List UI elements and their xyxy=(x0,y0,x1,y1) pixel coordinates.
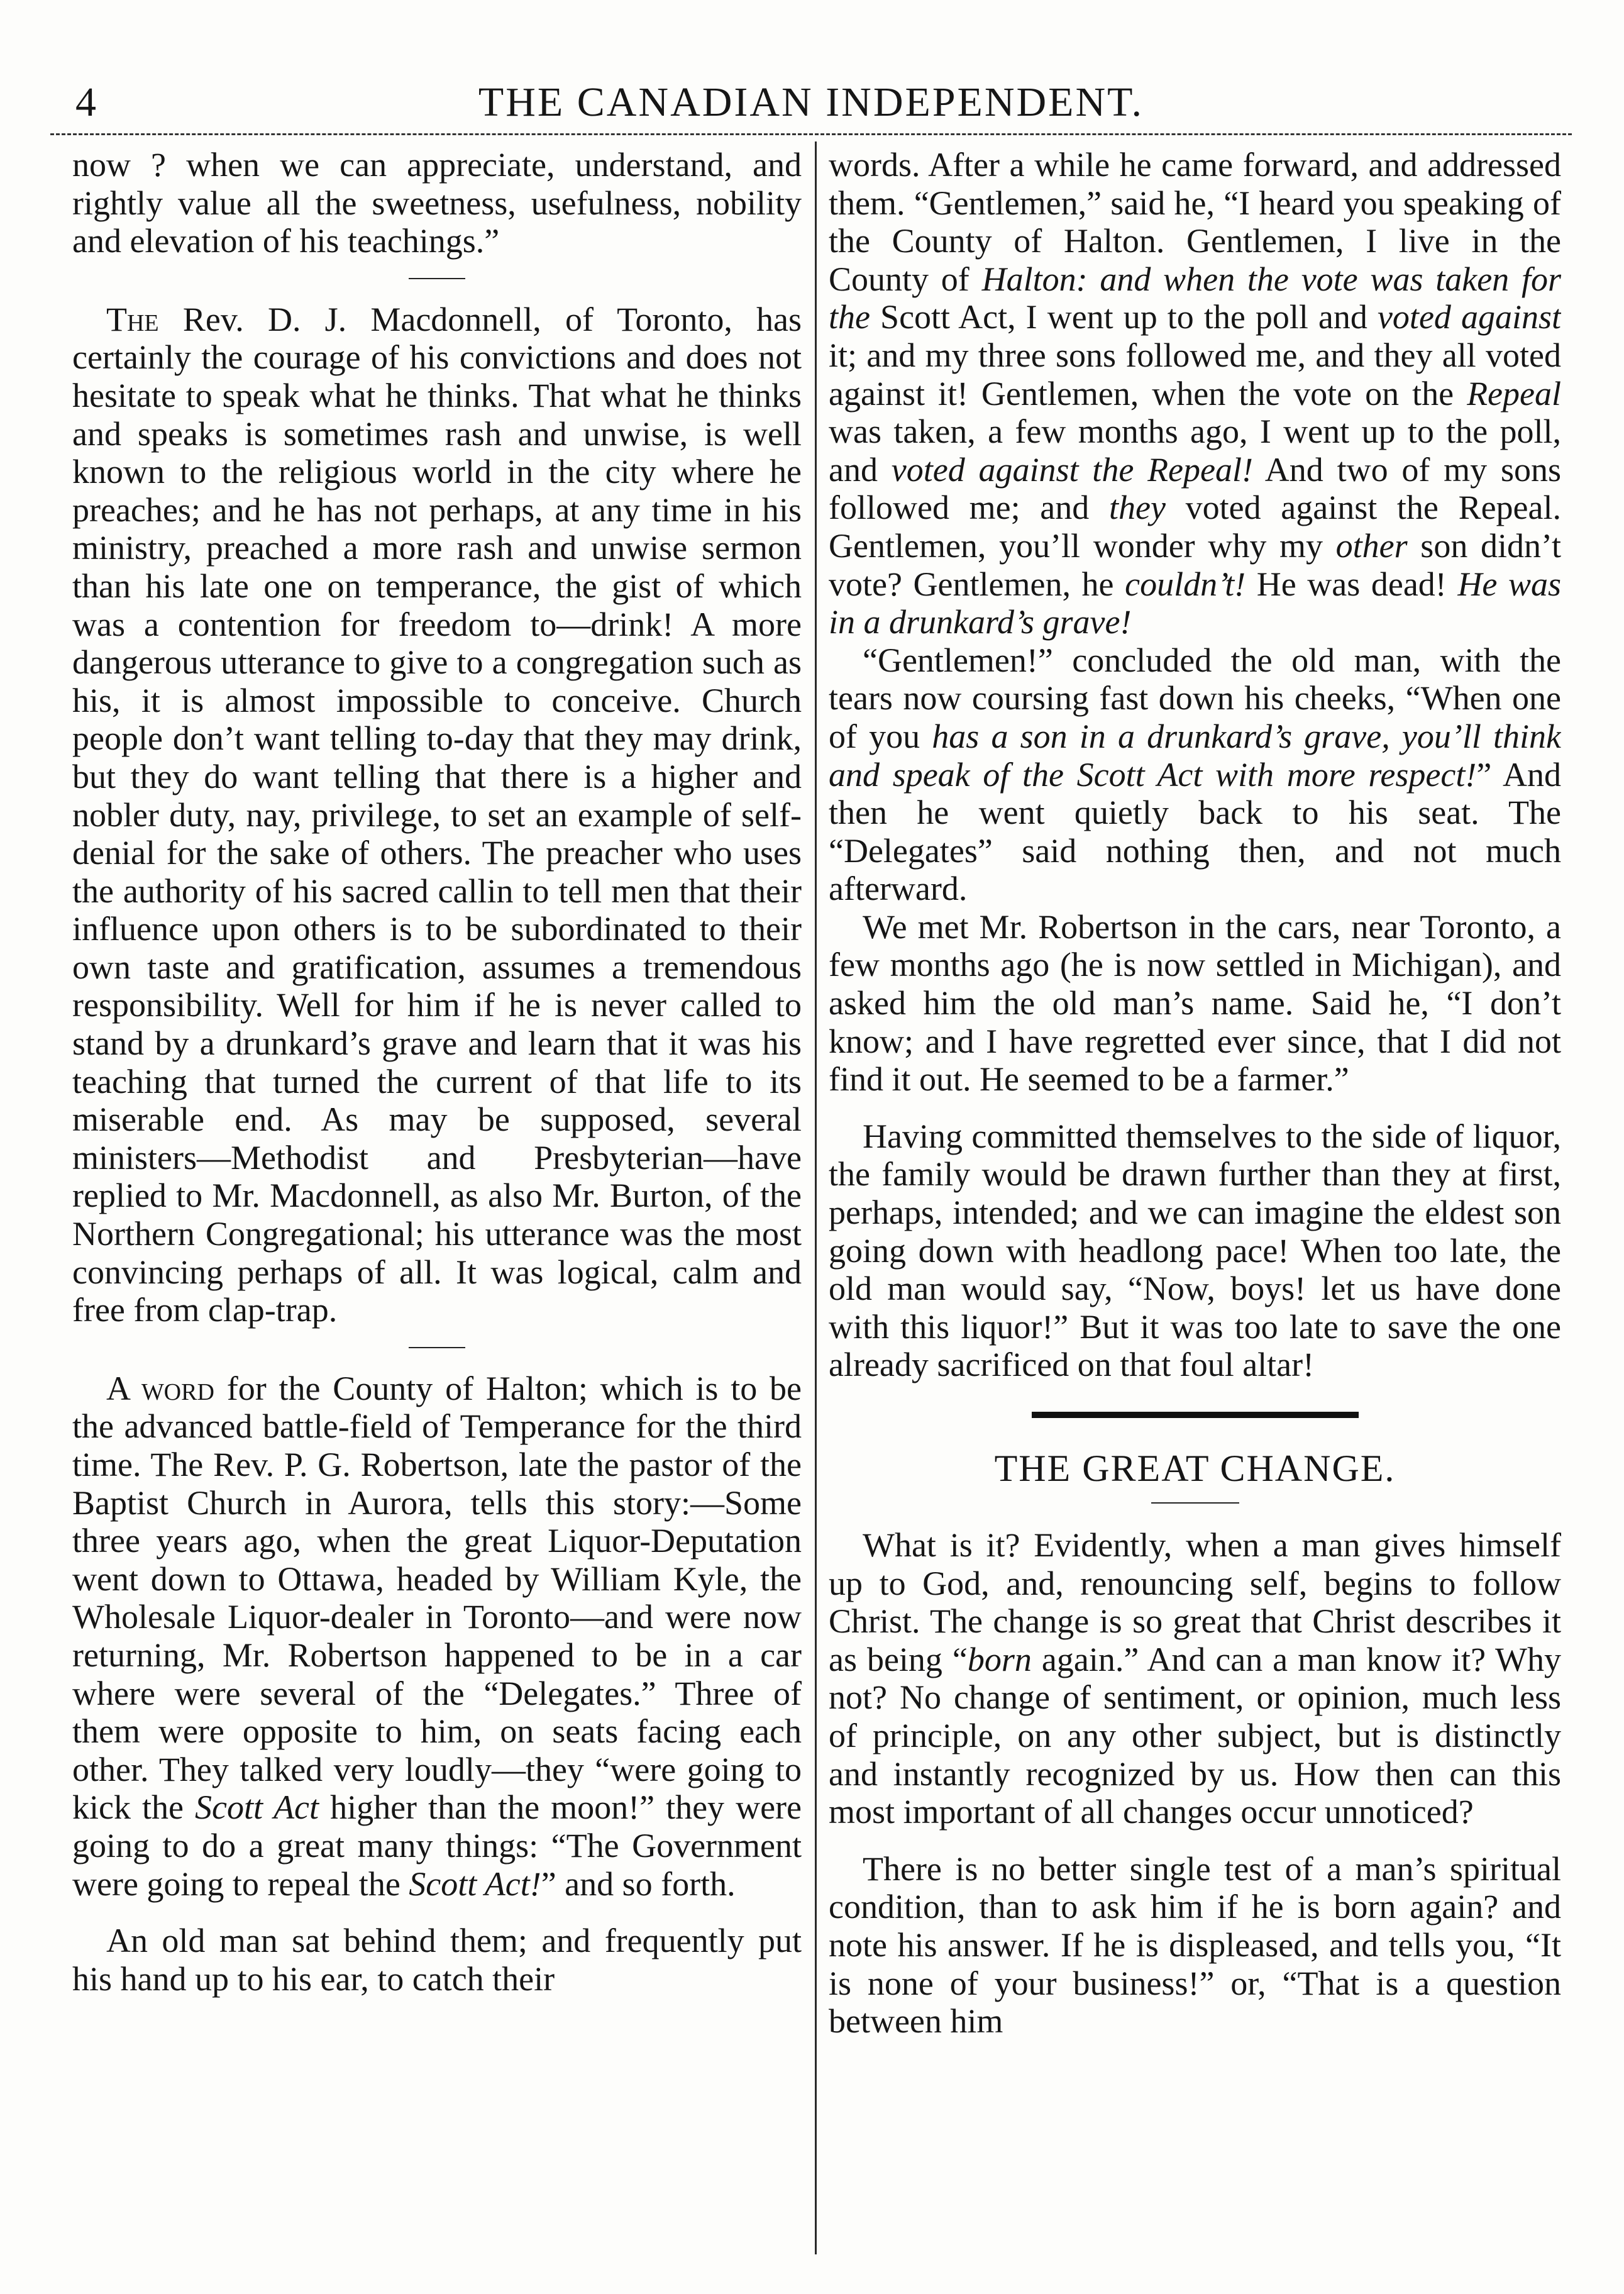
paragraph-halton: A word for the County of Halton; which is to be the advanced battle-field of Temperance for the third time. The Rev. P. G. Robertson, late the pastor of the Baptist Church in Aurora, tells this story:—Some three years ago, when the great Liquor-Deputation went down to Ottawa, headed by William Kyle, the Wholesale Liquor-dealer in Toronto—and were now returning, Mr. Robertson happened to be in a car where were several of the “Delegates.” Three of them were opposite to him, on seats facing each other. They talked very loudly—they “were going to kick the Scott Act higher than the moon!” they were going to do a great many things: “The Government were going to repeal the Scott Act!” and so forth. xyxy=(72,1369,802,1903)
right-column xyxy=(829,146,1561,2252)
header-rule xyxy=(50,133,1572,135)
section-break-rule xyxy=(1032,1412,1359,1418)
page-header xyxy=(50,74,1572,131)
paragraph-old-man-speech: words. After a while he came forward, and addressed them. “Gentlemen,” said he, “I heard you speaking of the County of Halton. Gentlemen, I live in the County of Halton: and when the vote was taken for the Scott Act, I went up to the poll and voted against it; and my three sons followed me, and they all voted against it! Gentlemen, when the vote on the Repeal was taken, a few months ago, I went up to the poll, and voted against the Repeal! And two of my sons followed me; and they voted against the Repeal. Gentlemen, you’ll wonder why my other son didn’t vote? Gentlemen, he couldn’t! He was dead! He was in a drunkard’s grave! xyxy=(829,146,1561,641)
paragraph-continuation: now ? when we can appreciate, understand, and rightly value all the sweetness, usefulness, nobility and elevation of his teachings.” xyxy=(72,146,802,260)
page-number: 4 xyxy=(75,79,96,125)
column-divider xyxy=(815,141,817,2254)
paragraph-test: There is no better single test of a man’s spiritual condition, than to ask him if he is born again? and note his answer. If he is displeased, and tells you, “It is none of your business!” or, “That is a question between him xyxy=(829,1849,1561,2041)
section-title: THE GREAT CHANGE. xyxy=(994,1448,1396,1489)
separator-rule xyxy=(409,1347,465,1348)
paragraph-lead: A word xyxy=(106,1369,214,1407)
paragraph-macdonnell: The Rev. D. J. Macdonnell, of Toronto, has certainly the courage of his convictions and does not hesitate to speak what he thinks. That what he thinks and speaks is sometimes rash and unwise, is well known to the religious world in the city where he preaches; and he has not perhaps, at any time in his ministry, preached a more rash and unwise sermon than his late one on temperance, the gist of which was a contention for freedom to—drink! A more dangerous utterance to give to a congregation such as his, it is almost impossible to conceive. Church people don’t want telling to-day that they may drink, but they do want telling that there is a higher and nobler duty, nay, privilege, to set an example of self-denial for the sake of others. The preacher who uses the authority of his sacred callin to tell men that their influence upon others is to be subordinated to their own taste and gratification, assumes a tremendous responsibility. Well for him if he is never called to stand by a drunkard’s grave and learn that it was his teaching that turned the current of that life to its miserable end. As may be supposed, several ministers—Methodist and Presbyterian—have replied to Mr. Macdonnell, as also Mr. Burton, of the Northern Congregational; his utterance was the most convincing perhaps of all. It was logical, calm and free from clap-trap. xyxy=(72,300,802,1329)
masthead-title: THE CANADIAN INDEPENDENT. xyxy=(478,79,1144,125)
paragraph-conclusion: “Gentlemen!” concluded the old man, with the tears now coursing fast down his cheeks, “When one of you has a son in a drunkard’s grave, you’ll think and speak of the Scott Act with more respect!” And then he went quietly back to his seat. The “Delegates” said nothing then, and not much afterward. xyxy=(829,641,1561,908)
paragraph-great-change: What is it? Evidently, when a man gives himself up to God, and, renouncing self, begins to follow Christ. The change is so great that Christ describes it as being “born again.” And can a man know it? Why not? No change of sentiment, or opinion, much less of principle, on any other subject, but is distinctly and instantly recognized by us. How then can this most important of all changes occur unnoticed? xyxy=(829,1526,1561,1831)
left-column xyxy=(72,146,802,2252)
title-underline xyxy=(1151,1502,1239,1504)
paragraph-old-man: An old man sat behind them; and frequently put his hand up to his ear, to catch their xyxy=(72,1922,802,1998)
paragraph-family: Having committed themselves to the side of liquor, the family would be drawn further than they at first, perhaps, intended; and we can imagine the eldest son going down with headlong pace! When too late, the old man would say, “Now, boys! let us have done with this liquor!” But it was too late to save the one already sacrificed on that foul altar! xyxy=(829,1117,1561,1384)
paragraph-lead: The xyxy=(106,300,159,338)
separator-rule xyxy=(409,278,465,279)
paragraph-robertson: We met Mr. Robertson in the cars, near Toronto, a few months ago (he is now settled in Michigan), and asked him the old man’s name. Said he, “I don’t know; and I have regretted ever since, that I did not find it out. He seemed to be a farmer.” xyxy=(829,907,1561,1099)
